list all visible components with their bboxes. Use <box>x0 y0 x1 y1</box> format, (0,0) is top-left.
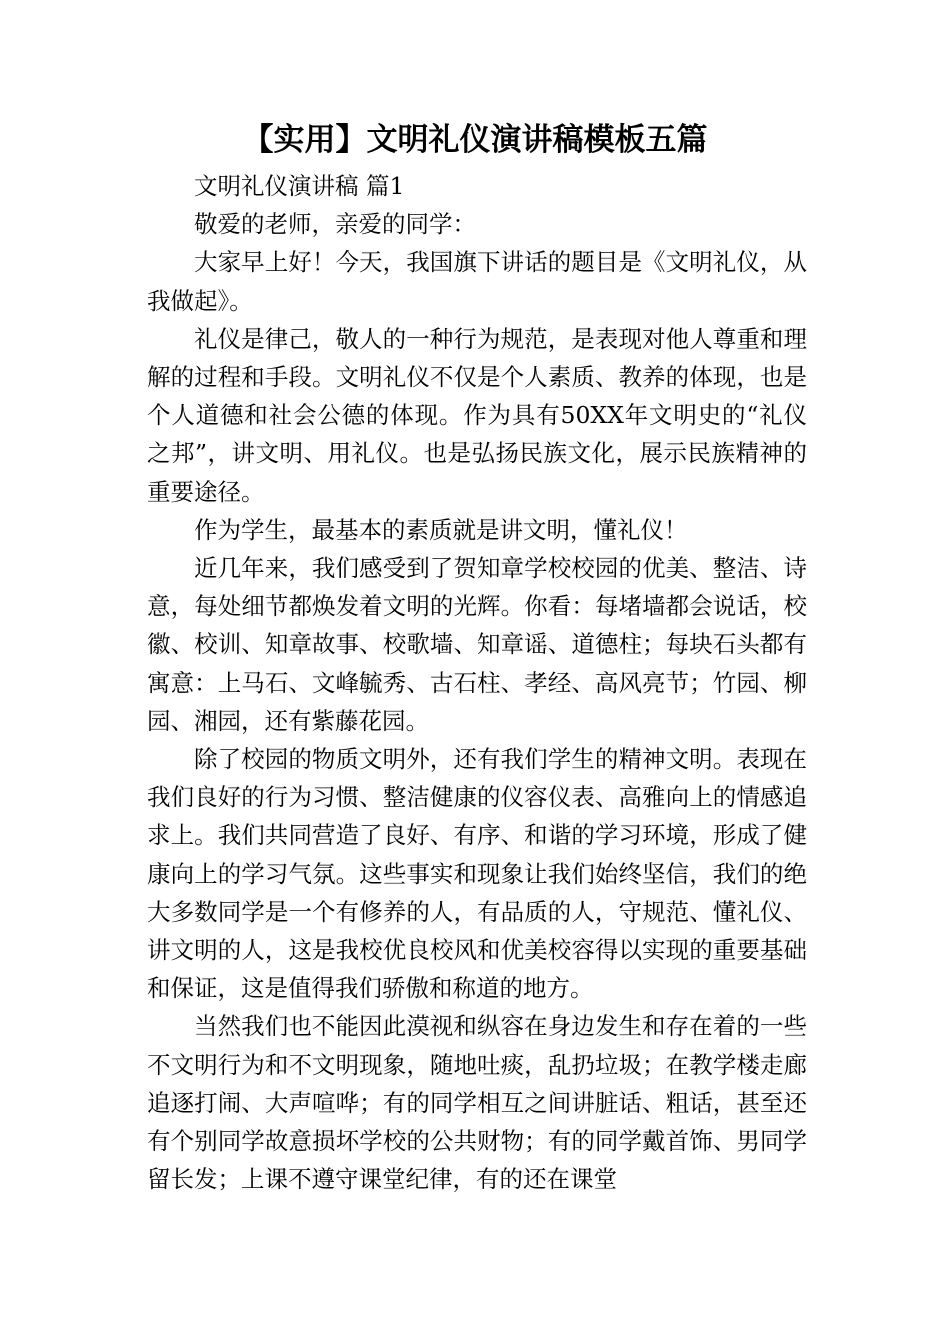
salutation: 敬爱的老师，亲爱的同学： <box>194 210 476 239</box>
paragraph: 近几年来，我们感受到了贺知章学校校园的优美、整洁、诗意，每处细节都焕发着文明的光辉。你看：每堵墙都会说话，校徽、校训、知章故事、校歌墙、知章谣、道德柱；每块石头都有寓意：上马石、文峰毓秀、古石柱、孝经、高风亮节；竹园、柳园、湘园，还有紫藤花园。 <box>147 554 807 735</box>
document-title: 【实用】文明礼仪演讲稿模板五篇 <box>242 122 708 158</box>
paragraph: 除了校园的物质文明外，还有我们学生的精神文明。表现在我们良好的行为习惯、整洁健康的仪容仪表、高雅向上的情感追求上。我们共同营造了良好、有序、和谐的学习环境，形成了健康向上的学习气氛。这些事实和现象让我们始终坚信，我们的绝大多数同学是一个有修养的人，有品质的人，守规范、懂礼仪、讲文明的人，这是我校优良校风和优美校容得以实现的重要基础和保证，这是值得我们骄傲和称道的地方。 <box>147 745 807 1003</box>
paragraph: 当然我们也不能因此漠视和纵容在身边发生和存在着的一些不文明行为和不文明现象，随地吐痰，乱扔垃圾；在教学楼走廊追逐打闹、大声喧哗；有的同学相互之间讲脏话、粗话，甚至还有个别同学故意损坏学校的公共财物；有的同学戴首饰、男同学留长发；上课不遵守课堂纪律，有的还在课堂 <box>147 1012 807 1194</box>
paragraph: 作为学生，最基本的素质就是讲文明，懂礼仪！ <box>194 515 688 544</box>
section-heading: 文明礼仪演讲稿 篇1 <box>194 172 405 200</box>
paragraph: 大家早上好！今天，我国旗下讲话的题目是《文明礼仪，从我做起》。 <box>147 248 807 315</box>
paragraph: 礼仪是律己，敬人的一种行为规范，是表现对他人尊重和理解的过程和手段。文明礼仪不仅是个人素质、教养的体现，也是个人道德和社会公德的体现。作为具有50XX年文明史的“礼仪之邦”，讲文明、用礼仪。也是弘扬民族文化，展示民族精神的重要途径。 <box>147 324 807 506</box>
document-body <box>147 167 807 1198</box>
